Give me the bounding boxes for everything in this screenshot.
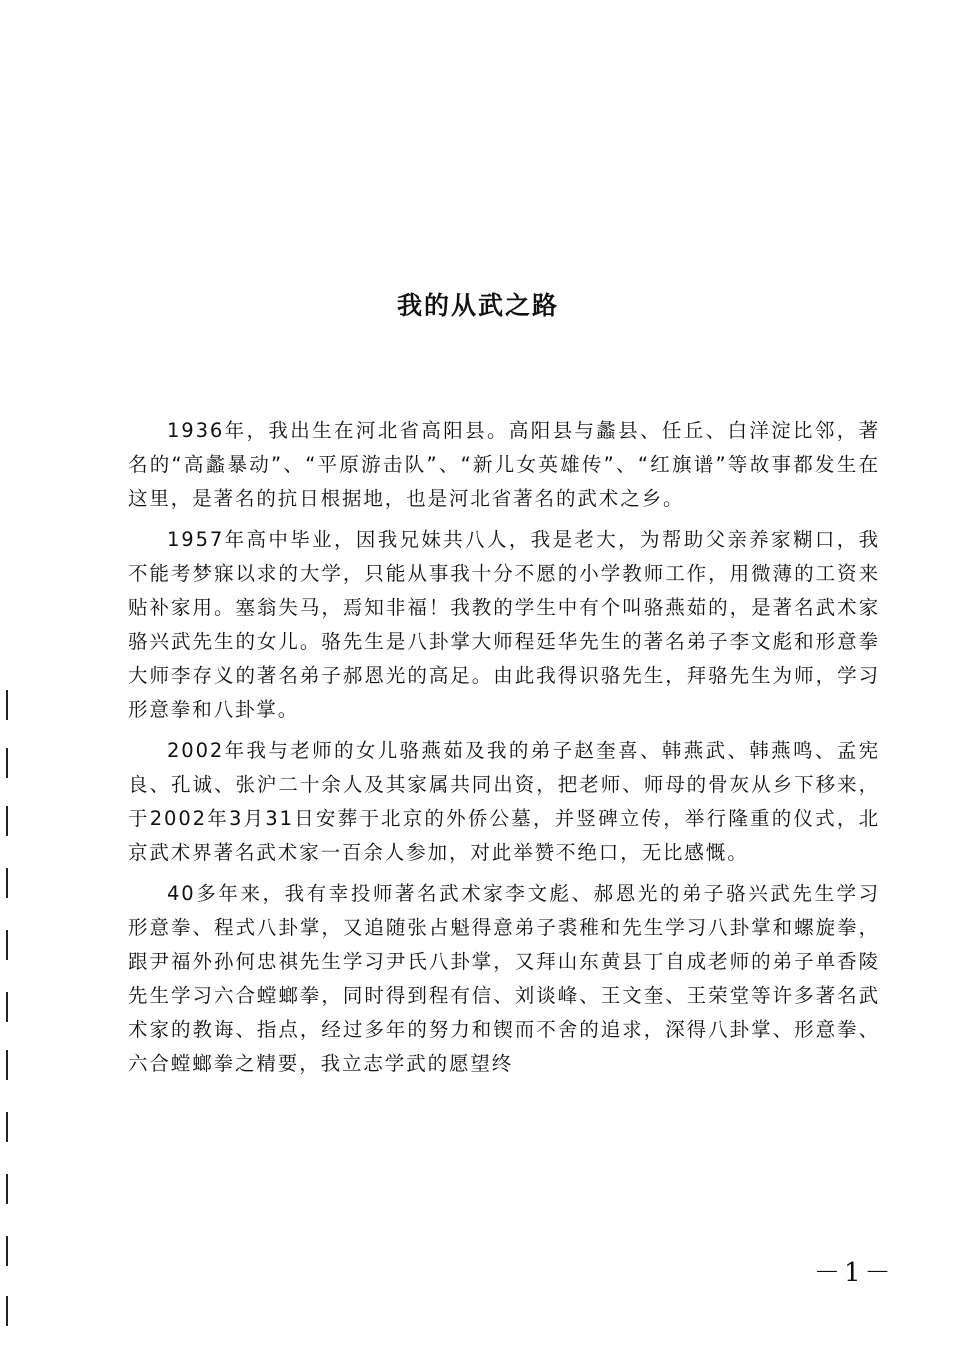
binding-mark: [6, 992, 8, 1022]
paragraph-2: 1957年高中毕业，因我兄妹共八人，我是老大，为帮助父亲养家糊口，我不能考梦寐以求的大学，只能从事我十分不愿的小学教师工作，用微薄的工资来贴补家用。塞翁失马，焉知非福！我教的学生中有个叫骆燕茹的，是著名武术家骆兴武先生的女儿。骆先生是八卦掌大师程廷华先生的著名弟子李文彪和形意拳大师李存义的著名弟子郝恩光的高足。由此我得识骆先生，拜骆先生为师，学习形意拳和八卦掌。: [128, 528, 880, 721]
binding-mark: [6, 868, 8, 898]
binding-mark: [6, 748, 8, 778]
paragraph-1: 1936年，我出生在河北省高阳县。高阳县与蠡县、任丘、白洋淀比邻，著名的“高蠡暴动”、“平原游击队”、“新儿女英雄传”、“红旗谱”等故事都发生在这里，是著名的抗日根据地，也是河北省著名的武术之乡。: [128, 419, 880, 510]
body-text: [128, 414, 880, 1088]
page-number: －1－: [814, 1258, 895, 1288]
binding-mark: [6, 690, 8, 720]
paragraph-3: 2002年我与老师的女儿骆燕茹及我的弟子赵奎喜、韩燕武、韩燕鸣、孟宪良、孔诚、张沪二十余人及其家属共同出资，把老师、师母的骨灰从乡下移来，于2002年3月31日安葬于北京的外侨公墓，并竖碑立传，举行隆重的仪式，北京武术界著名武术家一百余人参加，对此举赞不绝口，无比感慨。: [128, 739, 880, 864]
page-title: 我的从武之路: [396, 291, 559, 320]
paragraph-4: 40多年来，我有幸投师著名武术家李文彪、郝恩光的弟子骆兴武先生学习形意拳、程式八卦掌，又追随张占魁得意弟子裘稚和先生学习八卦掌和螺旋拳，跟尹福外孙何忠祺先生学习尹氏八卦掌，又拜山东黄县丁自成老师的弟子单香陵先生学习六合螳螂拳，同时得到程有信、刘谈峰、王文奎、王荣堂等许多著名武术家的教诲、指点，经过多年的努力和锲而不舍的追求，深得八卦掌、形意拳、六合螳螂拳之精要，我立志学武的愿望终: [128, 882, 880, 1075]
binding-mark: [6, 930, 8, 960]
binding-mark: [6, 1174, 8, 1204]
binding-mark: [6, 1296, 8, 1326]
binding-mark: [6, 1236, 8, 1266]
binding-mark: [6, 1112, 8, 1142]
binding-edge-marks: [0, 0, 20, 1365]
binding-mark: [6, 806, 8, 836]
binding-mark: [6, 1050, 8, 1080]
